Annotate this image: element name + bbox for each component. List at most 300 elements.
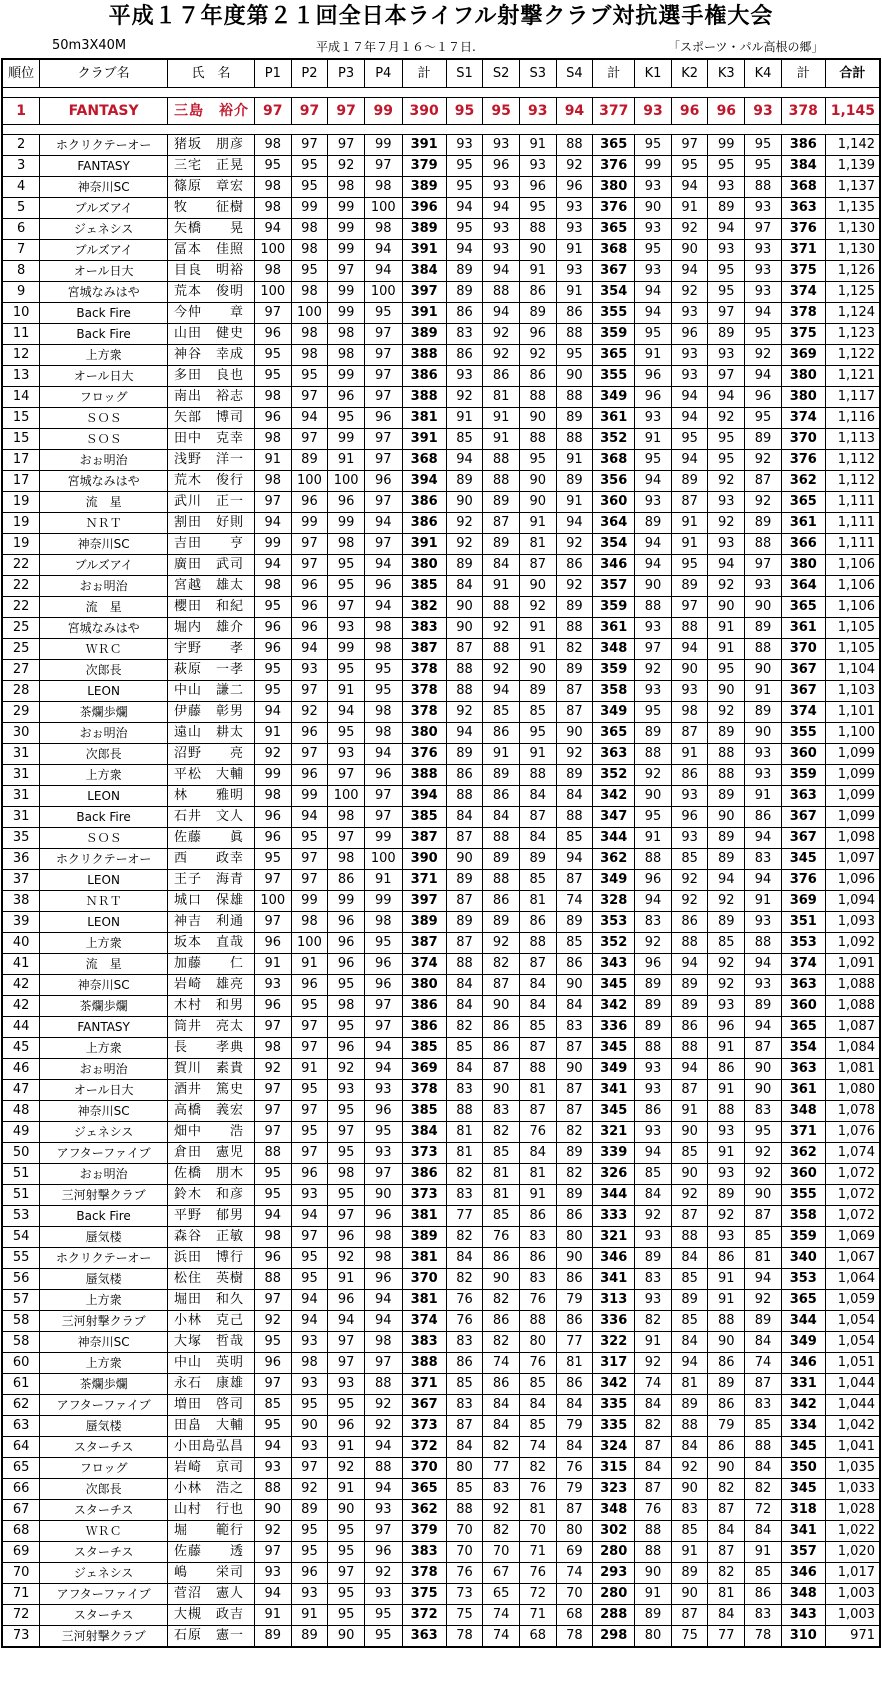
cell-s4: 90 bbox=[556, 975, 593, 996]
cell-p1: 98 bbox=[254, 471, 291, 492]
cell-grand-total: 1,087 bbox=[825, 1017, 880, 1038]
cell-s1: 89 bbox=[446, 870, 483, 891]
table-row bbox=[2, 1542, 880, 1563]
cell-k4: 95 bbox=[745, 135, 782, 156]
cell-name: 神吉 利通 bbox=[168, 912, 255, 933]
cell-s3: 84 bbox=[519, 975, 556, 996]
header-rank: 順位 bbox=[2, 59, 40, 88]
cell-rank: 17 bbox=[2, 450, 40, 471]
cell-s3: 91 bbox=[519, 513, 556, 534]
cell-s-total: 345 bbox=[593, 975, 635, 996]
cell-s1: 95 bbox=[446, 219, 483, 240]
cell-k3: 91 bbox=[708, 1290, 745, 1311]
cell-p3: 99 bbox=[328, 282, 365, 303]
cell-k2: 90 bbox=[671, 1122, 708, 1143]
cell-name: 武川 正一 bbox=[168, 492, 255, 513]
cell-p-total: 390 bbox=[402, 849, 446, 870]
cell-rank: 45 bbox=[2, 1038, 40, 1059]
cell-grand-total: 1,106 bbox=[825, 555, 880, 576]
cell-rank: 7 bbox=[2, 240, 40, 261]
table-row bbox=[2, 1479, 880, 1500]
cell-rank: 64 bbox=[2, 1437, 40, 1458]
cell-s4: 90 bbox=[556, 723, 593, 744]
cell-rank: 35 bbox=[2, 828, 40, 849]
cell-p2: 95 bbox=[291, 156, 328, 177]
cell-s1: 83 bbox=[446, 1185, 483, 1206]
cell-k2: 87 bbox=[671, 492, 708, 513]
cell-grand-total: 1,099 bbox=[825, 807, 880, 828]
cell-s1: 87 bbox=[446, 639, 483, 660]
cell-s1: 82 bbox=[446, 1227, 483, 1248]
cell-s1: 77 bbox=[446, 1206, 483, 1227]
cell-p-total: 394 bbox=[402, 471, 446, 492]
cell-grand-total: 1,094 bbox=[825, 891, 880, 912]
cell-s2: 86 bbox=[483, 891, 520, 912]
cell-k3: 88 bbox=[708, 765, 745, 786]
cell-p-total: 383 bbox=[402, 1542, 446, 1563]
cell-p2: 95 bbox=[291, 366, 328, 387]
cell-p-total: 381 bbox=[402, 1248, 446, 1269]
cell-s-total: 349 bbox=[593, 387, 635, 408]
cell-p1: 92 bbox=[254, 744, 291, 765]
cell-s3: 90 bbox=[519, 240, 556, 261]
cell-name: 矢橋 晃 bbox=[168, 219, 255, 240]
cell-s3: 88 bbox=[519, 219, 556, 240]
cell-s2: 90 bbox=[483, 996, 520, 1017]
cell-p-total: 371 bbox=[402, 1374, 446, 1395]
cell-s3: 90 bbox=[519, 660, 556, 681]
cell-k1: 91 bbox=[635, 429, 672, 450]
table-row bbox=[2, 1164, 880, 1185]
cell-p4: 100 bbox=[364, 849, 402, 870]
cell-name: 萩原 一孝 bbox=[168, 660, 255, 681]
cell-s2: 89 bbox=[483, 849, 520, 870]
cell-p4: 88 bbox=[364, 1374, 402, 1395]
cell-k3: 93 bbox=[708, 240, 745, 261]
cell-s1: 90 bbox=[446, 849, 483, 870]
cell-rank: 61 bbox=[2, 1374, 40, 1395]
cell-p1: 95 bbox=[254, 156, 291, 177]
cell-s-total: 362 bbox=[593, 849, 635, 870]
cell-k3: 99 bbox=[708, 135, 745, 156]
cell-name: 筒井 亮太 bbox=[168, 1017, 255, 1038]
cell-k-total: 359 bbox=[781, 765, 825, 786]
cell-grand-total: 1,124 bbox=[825, 303, 880, 324]
table-body bbox=[2, 88, 880, 1648]
cell-s2: 86 bbox=[483, 366, 520, 387]
table-row bbox=[2, 1269, 880, 1290]
cell-k3: 94 bbox=[708, 555, 745, 576]
cell-s4: 89 bbox=[556, 912, 593, 933]
cell-p4: 97 bbox=[364, 450, 402, 471]
cell-k1: 88 bbox=[635, 1542, 672, 1563]
cell-name: 廣田 武司 bbox=[168, 555, 255, 576]
cell-p3: 94 bbox=[328, 1311, 365, 1332]
cell-club: 宮城なみはや bbox=[40, 471, 168, 492]
cell-p4: 88 bbox=[364, 1458, 402, 1479]
cell-p3: 98 bbox=[328, 177, 365, 198]
cell-p1: 96 bbox=[254, 1248, 291, 1269]
cell-grand-total: 1,088 bbox=[825, 996, 880, 1017]
cell-p4: 91 bbox=[364, 870, 402, 891]
cell-s1: 76 bbox=[446, 1563, 483, 1584]
cell-s3: 85 bbox=[519, 1416, 556, 1437]
cell-s-total: 324 bbox=[593, 1437, 635, 1458]
cell-rank: 10 bbox=[2, 303, 40, 324]
cell-p2: 96 bbox=[291, 765, 328, 786]
cell-k3: 88 bbox=[708, 744, 745, 765]
cell-p3: 91 bbox=[328, 681, 365, 702]
cell-p-total: 391 bbox=[402, 303, 446, 324]
cell-p1: 93 bbox=[254, 975, 291, 996]
cell-k-total: 376 bbox=[781, 870, 825, 891]
cell-s1: 86 bbox=[446, 765, 483, 786]
cell-rank: 13 bbox=[2, 366, 40, 387]
cell-s-total: 323 bbox=[593, 1479, 635, 1500]
cell-k3: 96 bbox=[708, 98, 745, 125]
cell-p4: 96 bbox=[364, 975, 402, 996]
table-row bbox=[2, 576, 880, 597]
cell-s4: 87 bbox=[556, 1080, 593, 1101]
cell-s2: 94 bbox=[483, 198, 520, 219]
cell-k4: 91 bbox=[745, 681, 782, 702]
header-p-total: 計 bbox=[402, 59, 446, 88]
cell-name: 中山 英明 bbox=[168, 1353, 255, 1374]
cell-k-total: 380 bbox=[781, 387, 825, 408]
cell-s2: 84 bbox=[483, 1395, 520, 1416]
cell-s3: 82 bbox=[519, 1458, 556, 1479]
cell-club: 茶爛歩爛 bbox=[40, 702, 168, 723]
cell-p4: 95 bbox=[364, 303, 402, 324]
cell-rank: 60 bbox=[2, 1353, 40, 1374]
cell-club: ＳＯＳ bbox=[40, 828, 168, 849]
cell-p2: 96 bbox=[291, 723, 328, 744]
cell-s-total: 322 bbox=[593, 1332, 635, 1353]
cell-p-total: 380 bbox=[402, 723, 446, 744]
cell-rank: 71 bbox=[2, 1584, 40, 1605]
cell-k-total: 349 bbox=[781, 1332, 825, 1353]
cell-k2: 97 bbox=[671, 135, 708, 156]
cell-k2: 96 bbox=[671, 98, 708, 125]
page-title: 平成１７年度第２１回全日本ライフル射撃クラブ対抗選手権大会 bbox=[108, 4, 774, 29]
cell-s1: 84 bbox=[446, 1059, 483, 1080]
cell-p1: 98 bbox=[254, 177, 291, 198]
cell-p1: 90 bbox=[254, 1500, 291, 1521]
cell-s1: 70 bbox=[446, 1542, 483, 1563]
cell-p4: 97 bbox=[364, 324, 402, 345]
cell-p-total: 374 bbox=[402, 954, 446, 975]
table-row bbox=[2, 1017, 880, 1038]
cell-p1: 96 bbox=[254, 828, 291, 849]
cell-s-total: 368 bbox=[593, 240, 635, 261]
cell-rank: 50 bbox=[2, 1143, 40, 1164]
cell-k1: 91 bbox=[635, 345, 672, 366]
cell-s2: 85 bbox=[483, 702, 520, 723]
cell-k-total: 358 bbox=[781, 1206, 825, 1227]
cell-k4: 93 bbox=[745, 576, 782, 597]
cell-s-total: 361 bbox=[593, 618, 635, 639]
cell-k4: 95 bbox=[745, 156, 782, 177]
cell-k3: 89 bbox=[708, 786, 745, 807]
header-p2: P2 bbox=[291, 59, 328, 88]
cell-p2: 100 bbox=[291, 303, 328, 324]
cell-s4: 90 bbox=[556, 1248, 593, 1269]
cell-k-total: 371 bbox=[781, 240, 825, 261]
cell-rank: 19 bbox=[2, 492, 40, 513]
cell-k2: 95 bbox=[671, 555, 708, 576]
cell-p3: 97 bbox=[328, 135, 365, 156]
cell-club: オール日大 bbox=[40, 261, 168, 282]
cell-k4: 97 bbox=[745, 555, 782, 576]
cell-k1: 93 bbox=[635, 618, 672, 639]
cell-k2: 88 bbox=[671, 1038, 708, 1059]
cell-p2: 93 bbox=[291, 1374, 328, 1395]
cell-k3: 81 bbox=[708, 1584, 745, 1605]
cell-k1: 93 bbox=[635, 1290, 672, 1311]
cell-k3: 89 bbox=[708, 198, 745, 219]
cell-s2: 87 bbox=[483, 975, 520, 996]
cell-k4: 92 bbox=[745, 492, 782, 513]
cell-s1: 89 bbox=[446, 555, 483, 576]
cell-p1: 98 bbox=[254, 429, 291, 450]
cell-grand-total: 1,142 bbox=[825, 135, 880, 156]
cell-s1: 84 bbox=[446, 1248, 483, 1269]
cell-k1: 93 bbox=[635, 1080, 672, 1101]
cell-p-total: 378 bbox=[402, 702, 446, 723]
cell-p2: 92 bbox=[291, 1479, 328, 1500]
cell-s3: 91 bbox=[519, 618, 556, 639]
cell-s4: 89 bbox=[556, 660, 593, 681]
cell-k3: 93 bbox=[708, 345, 745, 366]
cell-p4: 97 bbox=[364, 786, 402, 807]
cell-s4: 88 bbox=[556, 135, 593, 156]
cell-k2: 94 bbox=[671, 1059, 708, 1080]
cell-p-total: 372 bbox=[402, 1605, 446, 1626]
cell-k1: 84 bbox=[635, 1395, 672, 1416]
cell-s3: 93 bbox=[519, 98, 556, 125]
cell-s2: 83 bbox=[483, 1479, 520, 1500]
cell-p2: 97 bbox=[291, 429, 328, 450]
cell-grand-total: 1,112 bbox=[825, 450, 880, 471]
cell-p4: 99 bbox=[364, 891, 402, 912]
cell-k-total: 370 bbox=[781, 429, 825, 450]
table-row bbox=[2, 765, 880, 786]
cell-s4: 89 bbox=[556, 408, 593, 429]
cell-rank: 67 bbox=[2, 1500, 40, 1521]
cell-s-total: 344 bbox=[593, 828, 635, 849]
cell-p4: 96 bbox=[364, 1269, 402, 1290]
cell-p3: 95 bbox=[328, 1101, 365, 1122]
table-row bbox=[2, 723, 880, 744]
cell-s1: 88 bbox=[446, 954, 483, 975]
cell-s1: 84 bbox=[446, 975, 483, 996]
cell-s2: 93 bbox=[483, 219, 520, 240]
cell-p1: 99 bbox=[254, 765, 291, 786]
cell-p3: 99 bbox=[328, 198, 365, 219]
cell-p2: 90 bbox=[291, 1416, 328, 1437]
cell-name: 浅野 洋一 bbox=[168, 450, 255, 471]
cell-grand-total: 1,044 bbox=[825, 1374, 880, 1395]
cell-club: FANTASY bbox=[40, 156, 168, 177]
table-row bbox=[2, 1605, 880, 1626]
cell-p-total: 389 bbox=[402, 912, 446, 933]
cell-grand-total: 1,074 bbox=[825, 1143, 880, 1164]
cell-s2: 86 bbox=[483, 1374, 520, 1395]
cell-p2: 95 bbox=[291, 1248, 328, 1269]
cell-p-total: 391 bbox=[402, 429, 446, 450]
cell-k1: 76 bbox=[635, 1500, 672, 1521]
cell-k3: 88 bbox=[708, 1311, 745, 1332]
cell-p2: 98 bbox=[291, 912, 328, 933]
cell-name: 神谷 幸成 bbox=[168, 345, 255, 366]
cell-s1: 86 bbox=[446, 303, 483, 324]
cell-p3: 91 bbox=[328, 450, 365, 471]
cell-k-total: 355 bbox=[781, 1185, 825, 1206]
table-row bbox=[2, 1584, 880, 1605]
cell-k2: 95 bbox=[671, 156, 708, 177]
cell-p2: 98 bbox=[291, 219, 328, 240]
cell-k3: 97 bbox=[708, 366, 745, 387]
cell-k2: 89 bbox=[671, 1395, 708, 1416]
cell-club: オール日大 bbox=[40, 366, 168, 387]
cell-k-total: 345 bbox=[781, 849, 825, 870]
cell-k4: 84 bbox=[745, 1332, 782, 1353]
table-row bbox=[2, 492, 880, 513]
cell-k1: 90 bbox=[635, 1563, 672, 1584]
cell-p4: 93 bbox=[364, 1584, 402, 1605]
cell-s-total: 377 bbox=[593, 98, 635, 125]
cell-grand-total: 1,069 bbox=[825, 1227, 880, 1248]
cell-k-total: 365 bbox=[781, 1290, 825, 1311]
cell-s4: 94 bbox=[556, 513, 593, 534]
cell-p1: 95 bbox=[254, 681, 291, 702]
cell-k4: 86 bbox=[745, 807, 782, 828]
cell-rank: 51 bbox=[2, 1185, 40, 1206]
cell-k3: 95 bbox=[708, 156, 745, 177]
cell-k3: 91 bbox=[708, 1080, 745, 1101]
cell-s-total: 349 bbox=[593, 1059, 635, 1080]
cell-s4: 70 bbox=[556, 1584, 593, 1605]
cell-s3: 91 bbox=[519, 261, 556, 282]
cell-name: 西 政幸 bbox=[168, 849, 255, 870]
cell-p-total: 371 bbox=[402, 870, 446, 891]
cell-rank: 37 bbox=[2, 870, 40, 891]
cell-s4: 96 bbox=[556, 177, 593, 198]
cell-k-total: 363 bbox=[781, 1059, 825, 1080]
cell-s1: 82 bbox=[446, 1164, 483, 1185]
cell-rank: 29 bbox=[2, 702, 40, 723]
cell-k1: 90 bbox=[635, 576, 672, 597]
cell-name: 宮越 雄太 bbox=[168, 576, 255, 597]
cell-p-total: 386 bbox=[402, 996, 446, 1017]
cell-p1: 98 bbox=[254, 786, 291, 807]
cell-p-total: 368 bbox=[402, 450, 446, 471]
cell-k-total: 367 bbox=[781, 807, 825, 828]
cell-s-total: 357 bbox=[593, 576, 635, 597]
cell-grand-total: 1,104 bbox=[825, 660, 880, 681]
header-grand-total: 合計 bbox=[825, 59, 880, 88]
cell-k4: 89 bbox=[745, 996, 782, 1017]
cell-s1: 90 bbox=[446, 618, 483, 639]
cell-k2: 75 bbox=[671, 1626, 708, 1648]
cell-s1: 78 bbox=[446, 1626, 483, 1648]
cell-p4: 96 bbox=[364, 576, 402, 597]
cell-k4: 94 bbox=[745, 366, 782, 387]
table-row bbox=[2, 1374, 880, 1395]
cell-p1: 91 bbox=[254, 1605, 291, 1626]
cell-s1: 94 bbox=[446, 198, 483, 219]
cell-k-total: 361 bbox=[781, 513, 825, 534]
cell-s1: 94 bbox=[446, 723, 483, 744]
cell-k1: 83 bbox=[635, 1269, 672, 1290]
cell-k4: 96 bbox=[745, 387, 782, 408]
cell-p-total: 387 bbox=[402, 933, 446, 954]
cell-name: 篠原 章宏 bbox=[168, 177, 255, 198]
cell-s2: 82 bbox=[483, 1437, 520, 1458]
cell-p3: 96 bbox=[328, 1038, 365, 1059]
cell-k3: 95 bbox=[708, 282, 745, 303]
cell-p-total: 386 bbox=[402, 366, 446, 387]
cell-k3: 95 bbox=[708, 261, 745, 282]
table-row bbox=[2, 429, 880, 450]
cell-s3: 93 bbox=[519, 156, 556, 177]
cell-rank: 28 bbox=[2, 681, 40, 702]
cell-grand-total: 1,137 bbox=[825, 177, 880, 198]
cell-p-total: 365 bbox=[402, 1479, 446, 1500]
cell-p2: 94 bbox=[291, 1206, 328, 1227]
cell-k3: 86 bbox=[708, 1059, 745, 1080]
cell-p2: 94 bbox=[291, 1290, 328, 1311]
cell-name: 倉田 憲児 bbox=[168, 1143, 255, 1164]
cell-s3: 95 bbox=[519, 198, 556, 219]
cell-s4: 78 bbox=[556, 1626, 593, 1648]
cell-s1: 81 bbox=[446, 1122, 483, 1143]
cell-k2: 92 bbox=[671, 870, 708, 891]
cell-rank: 47 bbox=[2, 1080, 40, 1101]
cell-k1: 95 bbox=[635, 135, 672, 156]
cell-p3: 95 bbox=[328, 975, 365, 996]
cell-s4: 90 bbox=[556, 1059, 593, 1080]
cell-s2: 91 bbox=[483, 408, 520, 429]
cell-k1: 95 bbox=[635, 807, 672, 828]
cell-s4: 91 bbox=[556, 282, 593, 303]
cell-k4: 89 bbox=[745, 702, 782, 723]
cell-p3: 96 bbox=[328, 1227, 365, 1248]
cell-p2: 92 bbox=[291, 702, 328, 723]
cell-k4: 78 bbox=[745, 1626, 782, 1648]
cell-p3: 90 bbox=[328, 1500, 365, 1521]
cell-k1: 96 bbox=[635, 366, 672, 387]
cell-k-total: 378 bbox=[781, 303, 825, 324]
cell-s2: 86 bbox=[483, 1017, 520, 1038]
cell-s-total: 354 bbox=[593, 534, 635, 555]
cell-grand-total: 1,098 bbox=[825, 828, 880, 849]
cell-k4: 85 bbox=[745, 1227, 782, 1248]
cell-name: 高橋 義宏 bbox=[168, 1101, 255, 1122]
cell-p4: 96 bbox=[364, 1101, 402, 1122]
cell-club: FANTASY bbox=[40, 98, 168, 125]
table-row bbox=[2, 408, 880, 429]
header-s3: S3 bbox=[519, 59, 556, 88]
cell-k4: 74 bbox=[745, 1353, 782, 1374]
cell-s3: 84 bbox=[519, 1395, 556, 1416]
cell-p1: 97 bbox=[254, 98, 291, 125]
cell-p3: 100 bbox=[328, 786, 365, 807]
cell-grand-total: 1,099 bbox=[825, 744, 880, 765]
cell-s4: 74 bbox=[556, 1563, 593, 1584]
cell-p3: 99 bbox=[328, 429, 365, 450]
cell-p3: 99 bbox=[328, 513, 365, 534]
